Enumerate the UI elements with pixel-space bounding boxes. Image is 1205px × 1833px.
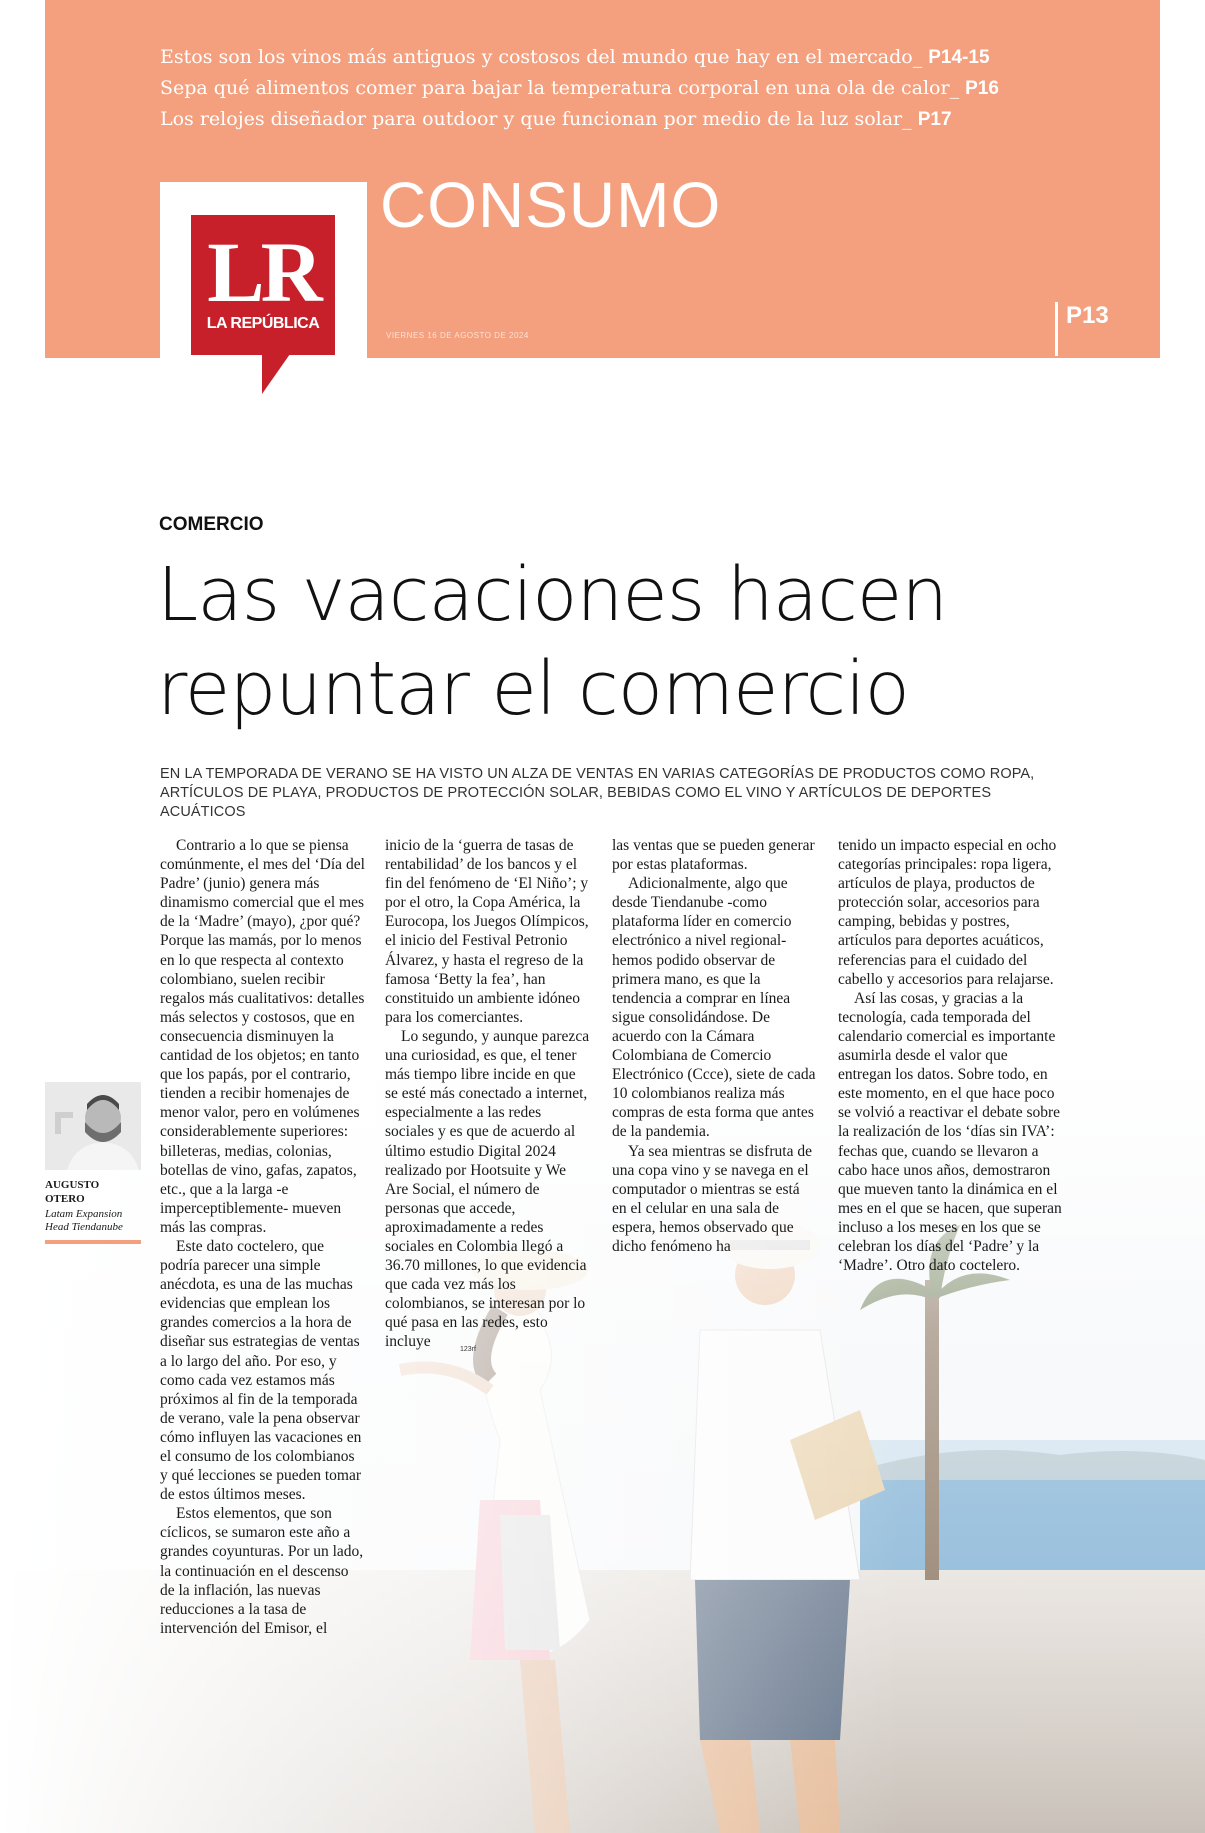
teaser-list	[160, 42, 1060, 135]
deck-line-2: ARTÍCULOS DE PLAYA, PRODUCTOS DE PROTECCIÓN SOLAR, BEBIDAS COMO EL VINO Y ARTÍCULOS DE DEPORTES ACUÁTICOS	[160, 785, 992, 820]
logo-name: LA REPÚBLICA	[206, 315, 320, 332]
author-divider	[45, 1240, 141, 1244]
deck-line-1: EN LA TEMPORADA DE VERANO SE HA VISTO UN ALZA DE VENTAS EN VARIAS CATEGORÍAS DE PRODUCTOS COMO ROPA,	[160, 766, 1035, 782]
article-deck	[160, 765, 1060, 822]
teaser-item[interactable]: Los relojes diseñador para outdoor y que funcionan por medio de la luz solar_ P17	[160, 108, 952, 130]
paragraph: Lo segundo, y aunque parezca una curiosidad, es que, el tener más tiempo libre incide en que se esté más conectado a internet, especialmente a las redes sociales y es que de acuerdo al último estudio Digital 2024 realizado por Hootsuite y We Are Social, el número de personas que accede, aproximadamente a redes sociales en Colombia llegó a 36.70 millones, lo que evidencia que cada vez más los colombianos, se interesan por lo qué pasa en las redes, esto incluye	[385, 1027, 590, 1351]
page-number: P13	[1066, 302, 1109, 329]
paragraph: Contrario a lo que se piensa comúnmente, el mes del ‘Día del Padre’ (junio) genera más dinamismo comercial que el mes de la ‘Madre’ (mayo), ¿por qué? Porque las mamás, por lo menos en lo que respecta al contexto colombiano, suelen recibir regalos más cualitativos: detalles más selectos y costosos, que en consecuencia disminuyen la cantidad de los objetos; en tanto que los papás, por el contrario, tienden a recibir homenajes de menor valor, pero en volúmenes considerablemente superiores: billeteras, medias, colonias, botellas de vino, gafas, zapatos, etc., que a la larga -e imperceptiblemente- mueven más las compras.	[160, 837, 365, 1236]
section-title: CONSUMO	[380, 169, 722, 241]
article-column-1	[160, 836, 365, 1638]
article-column-3	[612, 836, 817, 1256]
article-column-4	[838, 836, 1063, 1275]
article-kicker: COMERCIO	[159, 514, 264, 535]
author-role: Latam Expansion Head Tiendanube	[45, 1208, 123, 1233]
teaser-item[interactable]: Estos son los vinos más antiguos y costosos del mundo que hay en el mercado_ P14-15	[160, 46, 990, 68]
logo-mark: LR	[207, 224, 319, 320]
page-number-rule	[1055, 302, 1058, 356]
paragraph: Así las cosas, y gracias a la tecnología, cada temporada del calendario comercial es importante asumirla desde el valor que entregan los datos. Sobre todo, en este momento, en el que hace poco se volvió a reactivar el debate sobre la realización de los ‘días sin IVA’: fechas que, cuando se llevaron a cabo hace unos años, demostraron que mueven tanto la dinámica en el mes en el que se hacen, que superan incluso a los meses en los que se celebran los días del ‘Padre’ y la ‘Madre’. Otro dato coctelero.	[838, 989, 1062, 1275]
la-republica-logo	[191, 215, 335, 355]
paragraph: Este dato coctelero, que podría parecer una simple anécdota, es una de las muchas evidencias que emplean los grandes comercios a la hora de diseñar sus estrategias de ventas a lo largo del año. Por eso, y como cada vez estamos más próximos al fin de la temporada de verano, vale la pena observar cómo influyen las vacaciones en el consumo de los colombianos y qué lecciones se pueden tomar de estos últimos meses.	[160, 1237, 362, 1504]
paragraph: inicio de la ‘guerra de tasas de rentabilidad’ de los bancos y el fin del fenómeno de ‘El Niño’; y por el otro, la Copa América, la Eurocopa, los Juegos Olímpicos, el inicio del Festival Petronio Álvarez, y hasta el regreso de la famosa ‘Betty la fea’, han constituido un ambiente idóneo para los comerciantes.	[385, 837, 589, 1026]
author-portrait	[45, 1082, 141, 1170]
headline-line-1: Las vacaciones hacen	[157, 552, 948, 638]
paragraph: las ventas que se pueden generar por estas plataformas.	[612, 837, 815, 874]
issue-date: VIERNES 16 DE AGOSTO DE 2024	[386, 331, 529, 340]
paragraph: Adicionalmente, algo que desde Tiendanube -como plataforma líder en comercio electrónico a nivel regional- hemos podido observar de primera mano, es que la tendencia a comprar en línea sigue consolidándose. De acuerdo con la Cámara Colombiana de Comercio Electrónico (Ccce), siete de cada 10 colombianos realiza más compras de esta forma que antes de la pandemia.	[612, 875, 816, 1141]
paragraph: Estos elementos, que son cíclicos, se sumaron este año a grandes coyunturas. Por un lado, la continuación en el descenso de la inflación, las nuevas reducciones a la tasa de intervención del Emisor, el	[160, 1505, 364, 1637]
paragraph: Ya sea mientras se disfruta de una copa vino y se navega en el computador o mientras se está en el celular en una sala de espera, hemos observado que dicho fenómeno ha	[612, 1142, 812, 1255]
photo-credit: 123rf	[460, 1346, 476, 1353]
logo-speech-tail	[262, 354, 290, 394]
headline-line-2: repuntar el comercio	[157, 646, 909, 732]
article-headline	[157, 548, 1057, 736]
article-column-2	[385, 836, 590, 1352]
paragraph: tenido un impacto especial en ocho categorías principales: ropa ligera, artículos de playa, productos de protección solar, accesorios para camping, bebidas y postres, artículos para deportes acuáticos, referencias para el cuidado del cabello y accesorios para relajarse.	[838, 837, 1057, 988]
teaser-item[interactable]: Sepa qué alimentos comer para bajar la temperatura corporal en una ola de calor_ P16	[160, 77, 999, 99]
author-name: AUGUSTO OTERO	[45, 1179, 100, 1205]
